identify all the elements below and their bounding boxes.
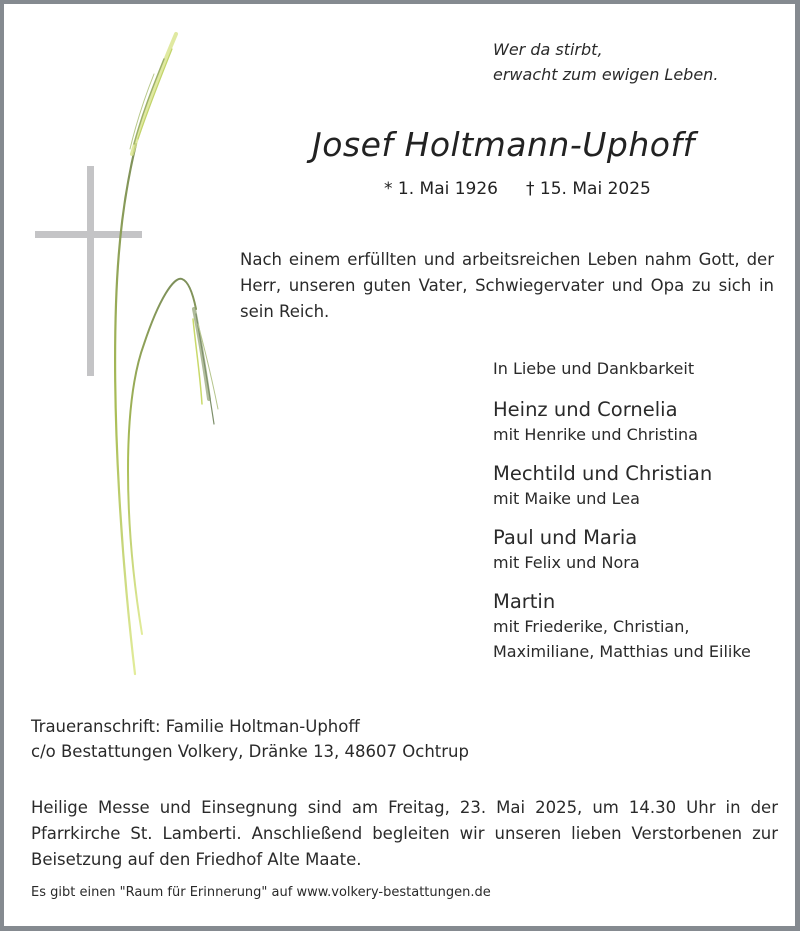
mourner-sub: mit Henrike und Christina bbox=[493, 425, 698, 444]
life-dates bbox=[384, 179, 651, 199]
obituary-notice bbox=[4, 4, 795, 926]
cross-and-wheat-illustration bbox=[4, 4, 244, 694]
mourner-main: Heinz und Cornelia bbox=[493, 398, 678, 421]
address-line-1: Traueranschrift: Familie Holtman-Uphoff bbox=[31, 717, 360, 736]
mourners-list bbox=[493, 358, 751, 678]
mourner-main: Mechtild und Christian bbox=[493, 462, 713, 485]
motto-line-2: erwacht zum ewigen Leben. bbox=[493, 65, 719, 84]
mourner-sub: mit Maike und Lea bbox=[493, 489, 640, 508]
funeral-service-info: Heilige Messe und Einsegnung sind am Freitag, 23. Mai 2025, um 14.30 Uhr in der Pfarrkirche St. Lamberti. Anschließend begleiten wir unseren lieben Verstorbenen zur Beisetzung auf den Friedhof Alte Maate. bbox=[31, 798, 778, 869]
mourning-address bbox=[31, 714, 469, 764]
mourner-group bbox=[493, 525, 751, 575]
address-line-2: c/o Bestattungen Volkery, Dränke 13, 48607 Ochtrup bbox=[31, 742, 469, 761]
mourner-group bbox=[493, 589, 751, 664]
intro-text: Nach einem erfüllten und arbeitsreichen Leben nahm Gott, der Herr, unseren guten Vater, Schwiegervater und Opa zu sich in sein Reich. bbox=[240, 250, 774, 321]
death-date: † 15. Mai 2025 bbox=[526, 179, 651, 199]
mourner-main: Martin bbox=[493, 590, 556, 613]
birth-date: * 1. Mai 1926 bbox=[384, 179, 499, 199]
deceased-name: Josef Holtmann-Uphoff bbox=[312, 125, 695, 164]
motto-line-1: Wer da stirbt, bbox=[493, 40, 603, 59]
mourner-group bbox=[493, 397, 751, 447]
wheat-icon bbox=[115, 34, 218, 674]
mourners-greeting: In Liebe und Dankbarkeit bbox=[493, 359, 695, 378]
mourner-main: Paul und Maria bbox=[493, 526, 638, 549]
mourner-group bbox=[493, 461, 751, 511]
mourner-sub: Maximiliane, Matthias und Eilike bbox=[493, 642, 751, 661]
mourner-sub: mit Friederike, Christian, bbox=[493, 617, 690, 636]
memorial-website-note: Es gibt einen "Raum für Erinnerung" auf www.volkery-bestattungen.de bbox=[31, 885, 491, 900]
mourner-sub: mit Felix und Nora bbox=[493, 553, 640, 572]
motto-quote bbox=[493, 37, 718, 87]
